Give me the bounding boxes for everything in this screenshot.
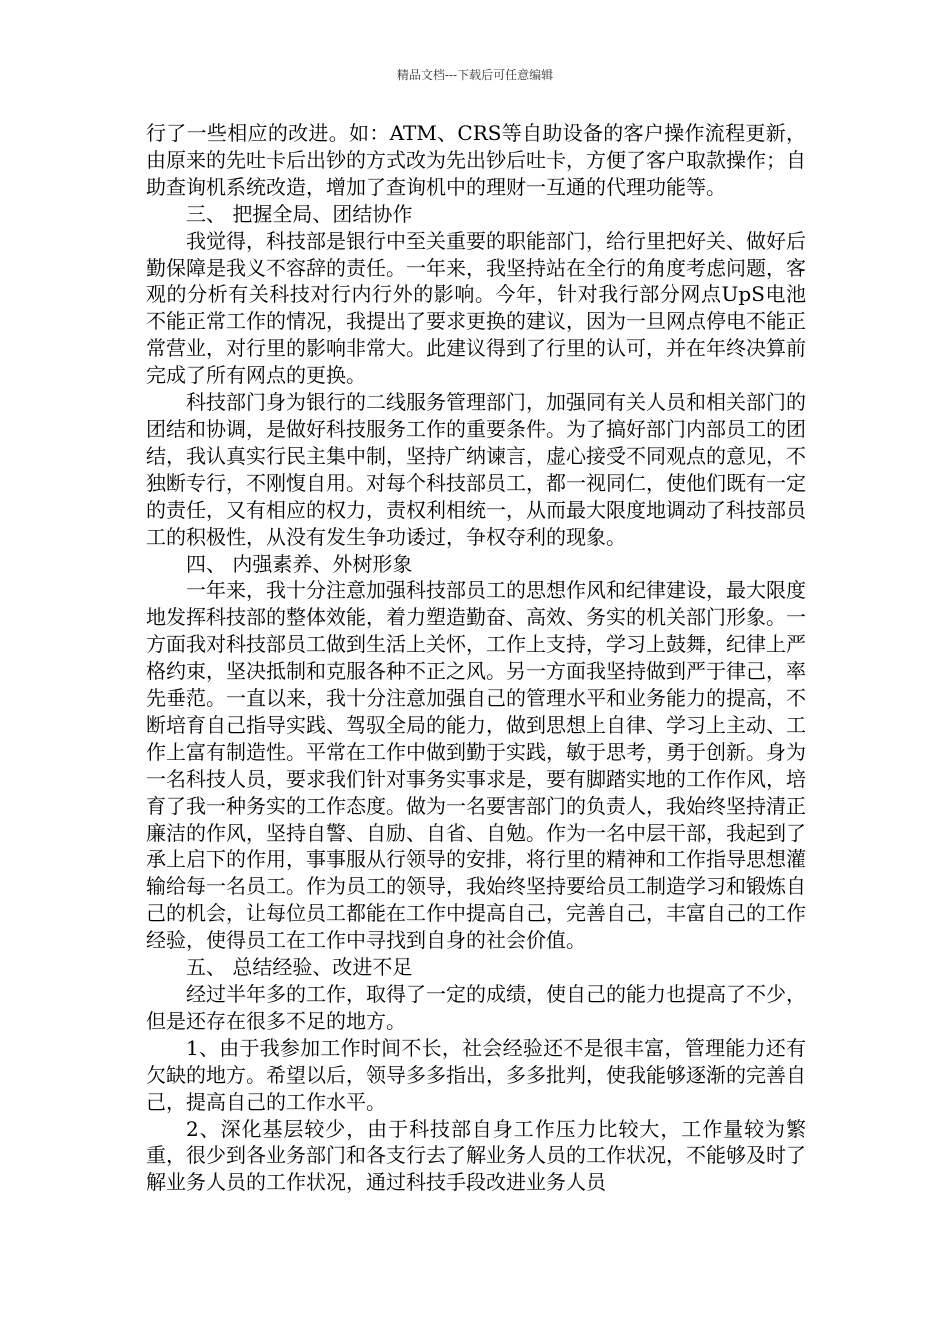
document-body: [146, 120, 806, 1196]
paragraph: 我觉得，科技部是银行中至关重要的职能部门，给行里把好关、做好后勤保障是我义不容辞的责任。一年来，我坚持站在全行的角度考虑问题，客观的分析有关科技对行内行外的影响。今年，针对我行部分网点UpS电池不能正常工作的情况，我提出了要求更换的建议，因为一旦网点停电不能正常营业，对行里的影响非常大。此建议得到了行里的认可，并在年终决算前完成了所有网点的更换。: [146, 228, 806, 388]
page-header: 精品文档---下载后可任意编辑: [396, 68, 554, 82]
list-item: 1、由于我参加工作时间不长，社会经验还不是很丰富，管理能力还有欠缺的地方。希望以后，领导多多指出，多多批判，使我能够逐渐的完善自己，提高自己的工作水平。: [146, 1035, 806, 1114]
paragraph: 行了一些相应的改进。如：ATM、CRS等自助设备的客户操作流程更新，由原来的先吐卡后出钞的方式改为先出钞后吐卡，方便了客户取款操作；自助查询机系统改造，增加了查询机中的理财一互通的代理功能等。: [146, 121, 806, 199]
paragraph: 经过半年多的工作，取得了一定的成绩，使自己的能力也提高了不少，但是还存在很多不足的地方。: [146, 982, 806, 1033]
section-heading: 三、 把握全局、团结协作: [186, 201, 413, 226]
section-heading: 五、 总结经验、改进不足: [186, 955, 413, 980]
paragraph: 一年来，我十分注意加强科技部员工的思想作风和纪律建设，最大限度地发挥科技部的整体效能，着力塑造勤奋、高效、务实的机关部门形象。一方面我对科技部员工做到生活上关怀，工作上支持，学习上鼓舞，纪律上严格约束，坚决抵制和克服各种不正之风。另一方面我坚持做到严于律己，率先垂范。一直以来，我十分注意加强自己的管理水平和业务能力的提高，不断培育自己指导实践、驾驭全局的能力，做到思想上自律、学习上主动、工作上富有制造性。平常在工作中做到勤于实践，敏于思考，勇于创新。身为一名科技人员，要求我们针对事务实事求是，要有脚踏实地的工作作风，培育了我一种务实的工作态度。做为一名要害部门的负责人，我始终坚持清正廉洁的作风，坚持自警、自励、自省、自勉。作为一名中层干部，我起到了承上启下的作用，事事服从行领导的安排，将行里的精神和工作指导思想灌输给每一名员工。作为员工的领导，我始终坚持要给员工制造学习和锻炼自己的机会，让每位员工都能在工作中提高自己，完善自己，丰富自己的工作经验，使得员工在工作中寻找到自身的社会价值。: [146, 578, 806, 953]
paragraph: 科技部门身为银行的二线服务管理部门，加强同有关人员和相关部门的团结和协调，是做好科技服务工作的重要条件。为了搞好部门内部员工的团结，我认真实行民主集中制，坚持广纳谏言，虚心接受不同观点的意见，不独断专行，不刚愎自用。对每个科技部员工，都一视同仁，使他们既有一定的责任，又有相应的权力，责权利相统一，从而最大限度地调动了科技部员工的积极性，从没有发生争功诿过，争权夺利的现象。: [146, 390, 806, 549]
section-heading: 四、 内强素养、外树形象: [186, 551, 413, 576]
list-item: 2、深化基层较少，由于科技部自身工作压力比较大，工作量较为繁重，很少到各业务部门和各支行去了解业务人员的工作状况，不能够及时了解业务人员的工作状况，通过科技手段改进业务人员: [146, 1116, 806, 1195]
